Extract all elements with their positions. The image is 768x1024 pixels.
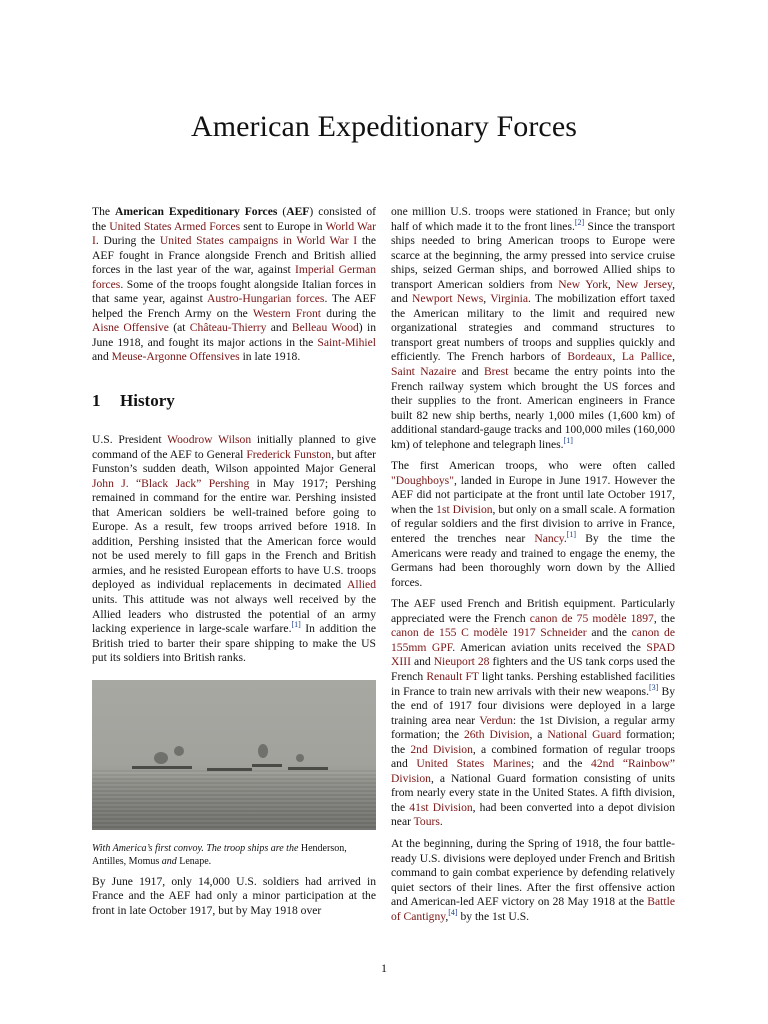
text: and (266, 321, 292, 335)
link-41st-division[interactable]: 41st Division (409, 800, 473, 814)
link-virginia[interactable]: Virginia (490, 292, 528, 306)
bold-term: American Expeditionary Forces (115, 205, 278, 218)
link-verdun[interactable]: Verdun (479, 713, 513, 727)
text: by the 1st U.S. (457, 909, 530, 923)
link-us-campaigns[interactable]: United States campaigns in World War I (159, 234, 358, 248)
link-western-front[interactable]: Western Front (252, 306, 322, 320)
text: , the (653, 611, 675, 625)
paragraph (391, 459, 675, 590)
text: By the time the Americans were ready and trained to engage the enemy, the Germans had been thoroughly worn down by the Allied forces. (391, 532, 676, 589)
text: the AEF fought in France alongside French and British allied forces in the last year of the war, against (92, 234, 377, 277)
caption-ship-names: Momus (126, 855, 162, 867)
link-frederick-funston[interactable]: Frederick Funston (246, 447, 332, 461)
caption-ship-names: Henderson, Antilles, (92, 842, 347, 867)
link-battle-of-cantigny[interactable]: Battle of Cantigny (391, 895, 675, 923)
sea (92, 770, 376, 830)
link-aisne-offensive[interactable]: Aisne Offensive (92, 321, 169, 335)
text: . (439, 815, 443, 829)
text: . The AEF helped the French Army on the (92, 292, 376, 320)
text: , a (529, 728, 548, 742)
section-number: 1 (92, 391, 101, 411)
text: formation; the (391, 728, 676, 756)
paragraph (391, 597, 675, 830)
troop-ship (288, 767, 328, 770)
text: . During the (95, 234, 160, 248)
link-canon-155-gpf[interactable]: canon de 155mm GPF (391, 626, 675, 654)
text: , had been converted into a depot division near (391, 800, 676, 829)
text: , landed in Europe in June 1917. However the AEF did not participate at the front until late October 1917, when the (391, 473, 675, 516)
smoke-plume (296, 754, 304, 762)
text: (at (168, 321, 190, 335)
link-belleau-wood[interactable]: Belleau Wood (291, 321, 359, 335)
text: : the 1st Division, a regular army formation; the (391, 713, 675, 742)
text: By the end of 1917 four divisions were deployed in a large training area near (391, 684, 675, 727)
text: ) consisted of the (92, 205, 376, 233)
link-pershing[interactable]: John J. “Black Jack” Pershing (92, 476, 250, 490)
text: and (410, 655, 434, 669)
page-number: 1 (381, 961, 387, 975)
photo-caption (92, 842, 376, 868)
text: in May 1917; Pershing remained in command for the entire war. Pershing insisted that American soldiers be well-trained before going to Europe. As a result, few troops arrived before 1918. In addition, Pershing insisted that the American force would not be used merely to fill gaps in the French and British armies, and he resisted European efforts to have U.S. troops deployed as individual replacements in decimated (92, 476, 376, 592)
text: , but after Funston’s sudden death, Wilson appointed Major General (92, 447, 376, 476)
link-allied[interactable]: Allied (347, 578, 376, 592)
section-heading-history (92, 391, 376, 411)
text: light tanks. Pershing established facilities in France to train new arrivals with their new weapons. (391, 669, 676, 698)
link-nancy[interactable]: Nancy (534, 532, 564, 546)
citation-link[interactable]: [1] (563, 435, 573, 445)
text: , (445, 909, 449, 923)
text: , a National Guard formation consisting of units from nearly every state in the United States. A fifth division, the (391, 771, 675, 814)
link-canon-75[interactable]: canon de 75 modèle 1897 (529, 611, 654, 625)
link-brest[interactable]: Brest (483, 365, 509, 379)
link-world-war-i[interactable]: World War I (92, 219, 376, 248)
text: initially planned to give command of the AEF to General (92, 433, 376, 461)
link-26th-division[interactable]: 26th Division (463, 728, 530, 742)
link-austro-hungarian-forces[interactable]: Austro-Hungarian forces (206, 292, 325, 306)
link-2nd-division[interactable]: 2nd Division (410, 742, 473, 756)
link-saint-nazaire[interactable]: Saint Nazaire (391, 365, 457, 379)
text: . Some of the troops fought alongside Italian forces in that same year, against (92, 277, 376, 306)
link-new-york[interactable]: New York (558, 277, 608, 291)
link-doughboys[interactable]: "Doughboys" (391, 473, 454, 487)
troop-ship (207, 768, 252, 771)
link-national-guard[interactable]: National Guard (547, 728, 622, 742)
citation-link[interactable]: [3] (648, 682, 659, 692)
text: , a combined formation of regular troops and (391, 742, 676, 771)
text: , and (391, 277, 676, 306)
citation-link[interactable]: [1] (566, 530, 577, 540)
caption-ship-names: Lenape. (176, 855, 212, 867)
citation-link[interactable]: [1] (291, 620, 301, 630)
smoke-plume (258, 744, 268, 758)
text: In addition the British tried to barter their spare shipping to make the US put its soldiers into British ranks. (92, 622, 376, 665)
text: Since the transport ships needed to bring American troops to Europe were scarce at the beginning, the army pressed into service cruise ships, seized German ships, and borrowed Allied ships to transport American soldiers from (391, 219, 675, 291)
link-imperial-german-forces[interactable]: Imperial German forces (92, 263, 376, 291)
link-spad-xiii[interactable]: SPAD XIII (391, 640, 675, 669)
text: and (456, 365, 484, 379)
text: The (92, 205, 115, 218)
text: . American aviation units received the (452, 640, 647, 654)
text: became the entry points into the French railway system which brought the US forces and their supplies to the front. American engineers in France built 82 new ship berths, nearly 1,000 miles (1,600 km) of additional standard-gauge tracks and 100,000 miles (160,000 km) of telephone and telegraph lines. (391, 365, 675, 451)
citation-link[interactable]: [4] (448, 907, 458, 917)
smoke-plume (174, 746, 184, 756)
link-la-pallice[interactable]: La Pallice (621, 350, 673, 364)
paragraph (92, 875, 376, 919)
section-title: History (120, 391, 175, 411)
link-tours[interactable]: Tours (413, 815, 440, 829)
paragraph (391, 837, 675, 924)
text: . The mobilization effort taxed the American military to the limit and required new organizational strategies and command structures to transport great numbers of troops and supplies quickly and efficiently. The French harbors of (391, 292, 676, 364)
link-1st-division[interactable]: 1st Division (436, 502, 493, 516)
text: fighters and the US tank corps used the French (391, 655, 675, 683)
link-newport-news[interactable]: Newport News (412, 292, 484, 306)
link-bordeaux[interactable]: Bordeaux (567, 350, 613, 364)
text: during the (321, 306, 377, 320)
page-title: American Expeditionary Forces (190, 110, 578, 143)
link-canon-155c[interactable]: canon de 155 C modèle 1917 Schneider (391, 626, 587, 640)
left-column (92, 205, 376, 925)
link-us-armed-forces[interactable]: United States Armed Forces (109, 219, 241, 233)
text: The AEF used French and British equipment. Particularly appreciated were the French (391, 597, 675, 625)
troop-ship (132, 766, 192, 769)
caption-text: With America’s first convoy. The troop ships are the (92, 842, 301, 854)
link-woodrow-wilson[interactable]: Woodrow Wilson (167, 433, 252, 447)
bold-term: AEF (286, 205, 310, 218)
link-chateau-thierry[interactable]: Château-Thierry (189, 321, 267, 335)
text: , (607, 277, 617, 291)
text: , (672, 350, 675, 364)
link-meuse-argonne[interactable]: Meuse-Argonne Offensives (111, 350, 240, 364)
text: , (612, 350, 622, 364)
text: ; and the (530, 757, 592, 771)
link-nieuport-28[interactable]: Nieuport 28 (433, 655, 490, 669)
troop-ship (252, 764, 282, 767)
link-42nd-division[interactable]: 42nd “Rainbow” Division (391, 757, 676, 785)
right-column (391, 205, 675, 931)
text: in late 1918. (239, 350, 301, 364)
text: and the (586, 626, 632, 640)
link-saint-mihiel[interactable]: Saint-Mihiel (317, 335, 376, 349)
link-renault-ft[interactable]: Renault FT (426, 669, 479, 683)
text: sent to Europe in (240, 219, 326, 233)
text: The first American troops, who were often called (391, 459, 675, 473)
text: , (483, 292, 491, 306)
citation-link[interactable]: [2] (574, 217, 585, 227)
intro-paragraph (92, 205, 376, 365)
text: units. This attitude was not always well received by the Allied leaders who distrusted the potential of an army lacking experience in large-scale warfare. (92, 593, 376, 636)
text: ( (277, 205, 287, 218)
link-new-jersey[interactable]: New Jersey (616, 277, 673, 291)
text: U.S. President (92, 433, 168, 447)
text: . (563, 532, 567, 546)
text: By June 1917, only 14,000 U.S. soldiers had arrived in France and the AEF had only a minor participation at the front in late October 1917, but by May 1918 over (92, 874, 376, 917)
caption-text: and (161, 855, 177, 867)
text: At the beginning, during the Spring of 1918, the four battle-ready U.S. divisions were deployed under French and British command to gain combat experience by defending relatively quiet sectors of their lines. After the first offensive action and American-led AEF victory on 28 May 1918 at the (391, 836, 675, 909)
convoy-photo (92, 680, 376, 830)
text: and (92, 350, 112, 364)
smoke-plume (154, 752, 168, 764)
paragraph (391, 205, 675, 452)
text: ) in June 1918, and fought its major actions in the (92, 321, 377, 349)
history-paragraph (92, 433, 376, 666)
text: , but only on a small scale. A formation of regular soldiers and the first division to arrive in France, entered the trenches near (391, 502, 676, 546)
text: one million U.S. troops were stationed in France; but only half of which made it to the front lines. (391, 205, 675, 233)
link-us-marines[interactable]: United States Marines (416, 757, 531, 771)
